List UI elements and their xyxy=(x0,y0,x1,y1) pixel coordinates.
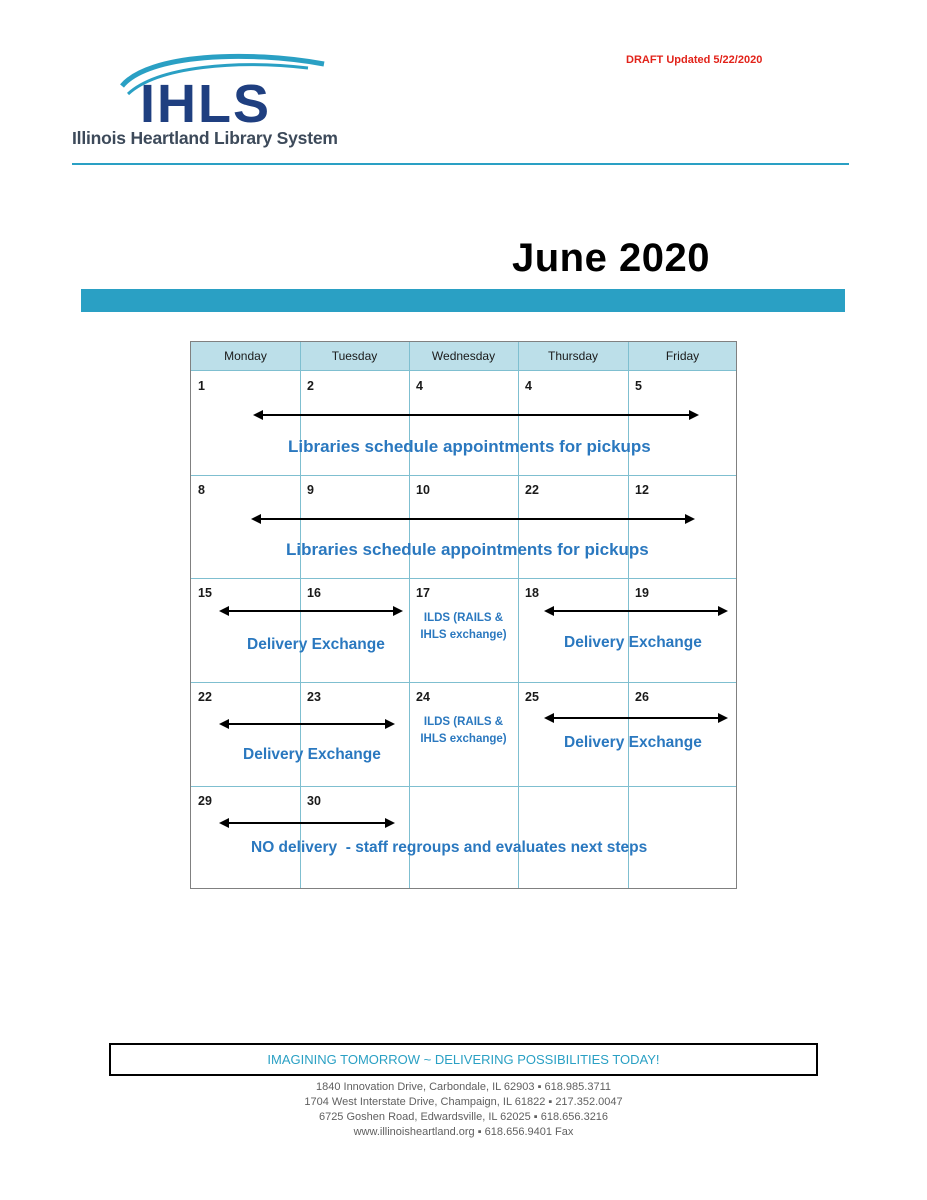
day-number: 24 xyxy=(416,690,430,704)
grid-line xyxy=(191,578,736,579)
day-number: 30 xyxy=(307,794,321,808)
day-number: 5 xyxy=(635,379,642,393)
draft-note: DRAFT Updated 5/22/2020 xyxy=(626,54,763,66)
grid-line xyxy=(191,475,736,476)
calendar-table xyxy=(190,341,737,889)
day-number: 1 xyxy=(198,379,205,393)
event-caption: Delivery Exchange xyxy=(564,734,702,751)
day-number: 16 xyxy=(307,586,321,600)
day-number: 15 xyxy=(198,586,212,600)
header-rule xyxy=(72,163,849,165)
day-header-friday: Friday xyxy=(665,349,700,363)
event-caption xyxy=(409,610,518,644)
svg-text:IHLS: IHLS xyxy=(140,74,272,128)
day-number: 23 xyxy=(307,690,321,704)
event-caption: Libraries schedule appointments for pickups xyxy=(288,437,651,456)
day-number: 4 xyxy=(525,379,532,393)
double-arrow-icon xyxy=(251,513,695,525)
double-arrow-icon xyxy=(544,712,728,724)
double-arrow-icon xyxy=(219,718,395,730)
address-line: 6725 Goshen Road, Edwardsville, IL 62025 ▪ 618.656.3216 xyxy=(318,1111,609,1123)
double-arrow-icon xyxy=(219,817,395,829)
day-number: 12 xyxy=(635,483,649,497)
double-arrow-icon xyxy=(219,605,403,617)
day-number: 8 xyxy=(198,483,205,497)
tagline-banner: IMAGINING TOMORROW ~ DELIVERING POSSIBILITIES TODAY! xyxy=(109,1043,818,1076)
day-header-thursday: Thursday xyxy=(547,349,599,363)
address-line: www.illinoisheartland.org ▪ 618.656.9401 Fax xyxy=(353,1126,574,1138)
day-number: 2 xyxy=(307,379,314,393)
event-caption: NO delivery - staff regroups and evaluates next steps xyxy=(251,839,648,856)
event-caption-line: IHLS exchange) xyxy=(420,733,507,745)
day-number: 19 xyxy=(635,586,649,600)
day-header-monday: Monday xyxy=(224,349,267,363)
title-bar xyxy=(81,289,845,312)
calendar-header-row xyxy=(191,342,736,371)
day-number: 10 xyxy=(416,483,430,497)
day-number: 22 xyxy=(525,483,539,497)
event-caption: Delivery Exchange xyxy=(564,634,702,651)
ihls-logo xyxy=(118,48,328,133)
day-header-tuesday: Tuesday xyxy=(331,349,378,363)
event-caption: Delivery Exchange xyxy=(243,746,381,763)
double-arrow-icon xyxy=(253,409,699,421)
day-header-wednesday: Wednesday xyxy=(431,349,496,363)
day-number: 26 xyxy=(635,690,649,704)
day-number: 29 xyxy=(198,794,212,808)
event-caption xyxy=(409,714,518,748)
grid-line xyxy=(191,786,736,787)
address-line: 1840 Innovation Drive, Carbondale, IL 62903 ▪ 618.985.3711 xyxy=(315,1081,611,1093)
event-caption: Delivery Exchange xyxy=(247,636,385,653)
address-block xyxy=(200,1080,727,1140)
event-caption-line: ILDS (RAILS & xyxy=(423,612,504,624)
day-number: 4 xyxy=(416,379,423,393)
address-line: 1704 West Interstate Drive, Champaign, IL 61822 ▪ 217.352.0047 xyxy=(304,1096,623,1108)
month-title: June 2020 xyxy=(512,236,710,280)
day-number: 17 xyxy=(416,586,430,600)
day-number: 22 xyxy=(198,690,212,704)
grid-line xyxy=(191,682,736,683)
day-number: 18 xyxy=(525,586,539,600)
day-number: 25 xyxy=(525,690,539,704)
double-arrow-icon xyxy=(544,605,728,617)
grid-line xyxy=(518,342,519,888)
event-caption-line: ILDS (RAILS & xyxy=(423,716,504,728)
org-name: Illinois Heartland Library System xyxy=(72,128,338,148)
day-number: 9 xyxy=(307,483,314,497)
event-caption-line: IHLS exchange) xyxy=(420,629,507,641)
event-caption: Libraries schedule appointments for pickups xyxy=(286,540,649,559)
